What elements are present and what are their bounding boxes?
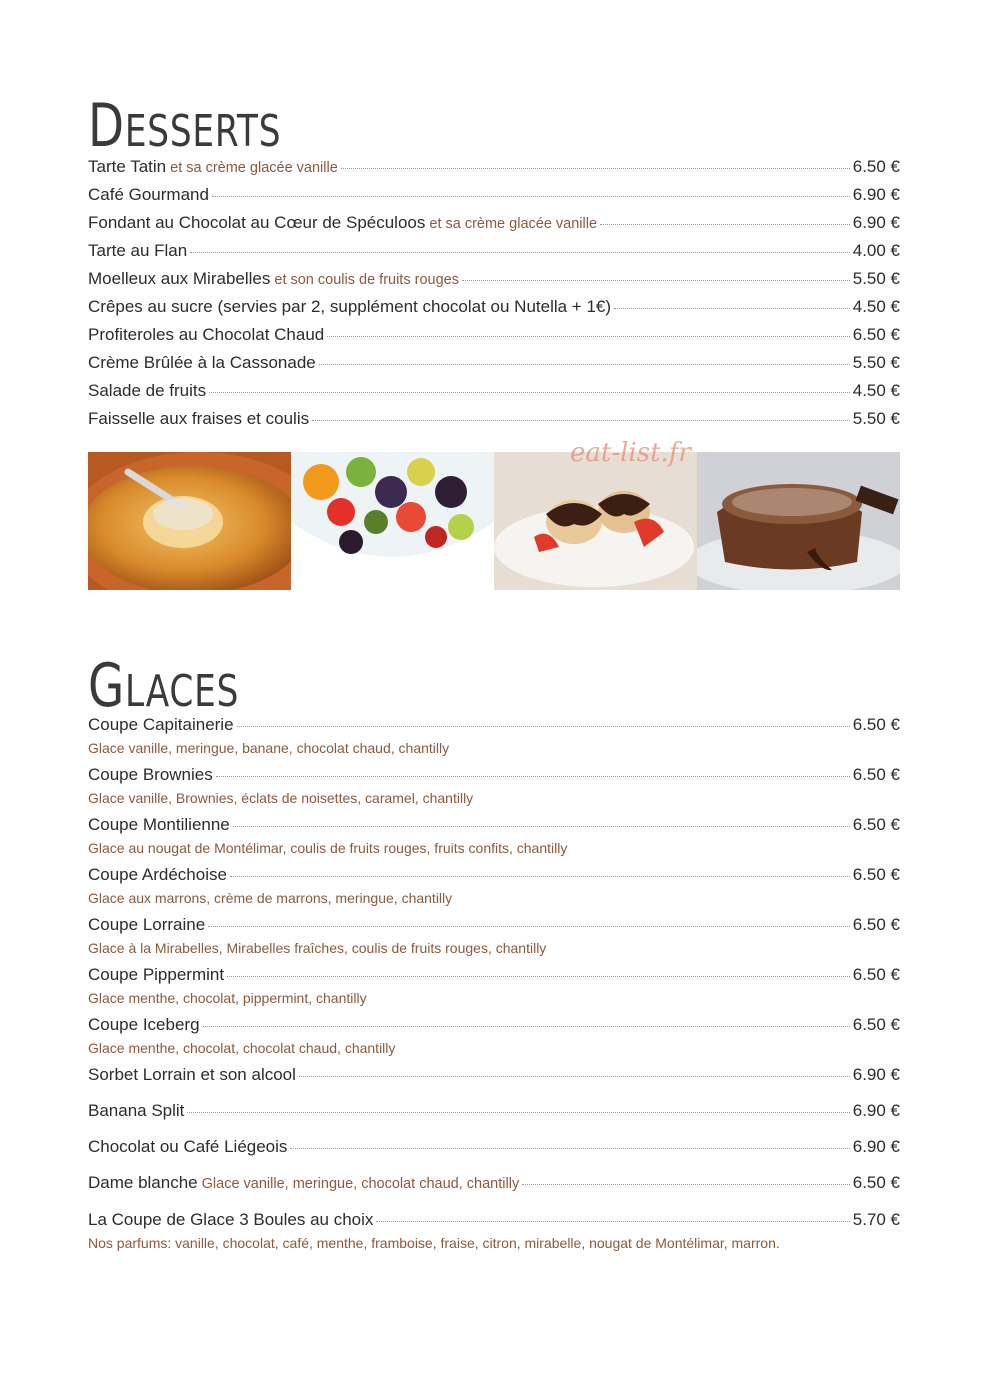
dessert-name: Salade de fruits xyxy=(88,381,207,400)
dot-leader xyxy=(522,1184,850,1185)
dessert-name: Café Gourmand xyxy=(88,185,209,204)
glace-description: Glace vanille, Brownies, éclats de noisettes, caramel, chantilly xyxy=(88,790,474,806)
dessert-name: Fondant au Chocolat au Cœur de Spéculoos xyxy=(88,213,426,232)
glace-row xyxy=(88,1101,900,1121)
dessert-name: Tarte Tatin xyxy=(88,157,167,176)
glace-description: Glace menthe, chocolat, pippermint, chantilly xyxy=(88,990,367,1006)
dessert-price: 4.50 € xyxy=(852,381,900,400)
dot-leader xyxy=(290,1148,849,1149)
dessert-name: Faisselle aux fraises et coulis xyxy=(88,409,310,428)
glace-item xyxy=(88,1101,900,1121)
glace-name: Sorbet Lorrain et son alcool xyxy=(88,1065,296,1084)
dessert-item xyxy=(88,353,900,381)
desserts-title-initial: D xyxy=(88,91,125,161)
dot-leader xyxy=(187,1112,849,1113)
glace-row xyxy=(88,1173,900,1194)
glace-name: Banana Split xyxy=(88,1101,185,1120)
dot-leader xyxy=(600,224,850,225)
glace-name: Coupe Lorraine xyxy=(88,915,206,934)
desserts-title xyxy=(88,91,282,161)
dessert-item xyxy=(88,185,900,213)
glace-description: Glace vanille, meringue, banane, chocolat chaud, chantilly xyxy=(88,740,450,756)
glace-inline-desc: Glace vanille, meringue, chocolat chaud, chantilly xyxy=(201,1176,520,1192)
glace-description: Glace menthe, chocolat, chocolat chaud, chantilly xyxy=(88,1040,396,1056)
dessert-price: 6.90 € xyxy=(852,185,900,204)
glace-name: Coupe Pippermint xyxy=(88,965,225,984)
glace-description: Glace aux marrons, crème de marrons, meringue, chantilly xyxy=(88,890,453,906)
dessert-name: Moelleux aux Mirabelles xyxy=(88,269,271,288)
dot-leader xyxy=(212,196,850,197)
glace-row xyxy=(88,765,900,785)
dessert-item xyxy=(88,325,900,353)
profiteroles-photo xyxy=(494,452,697,590)
dessert-name: Profiteroles au Chocolat Chaud xyxy=(88,325,325,344)
dessert-note: et son coulis de fruits rouges xyxy=(274,272,459,288)
glace-price: 6.50 € xyxy=(852,1015,900,1034)
dot-leader xyxy=(327,336,849,337)
glace-name: Coupe Ardéchoise xyxy=(88,865,227,884)
watermark-text: eat-list.fr xyxy=(570,438,691,468)
glace-item xyxy=(88,1173,900,1194)
dot-leader xyxy=(233,826,850,827)
dessert-price: 4.00 € xyxy=(852,241,900,260)
glace-name: Coupe Brownies xyxy=(88,765,213,784)
glaces-title xyxy=(88,651,240,721)
glace-name: Coupe Capitainerie xyxy=(88,715,234,734)
dessert-price: 4.50 € xyxy=(852,297,900,316)
dessert-price: 5.50 € xyxy=(852,269,900,288)
dessert-item xyxy=(88,269,900,297)
glace-item xyxy=(88,815,900,857)
dessert-price: 5.50 € xyxy=(852,409,900,428)
glace-name: Coupe Montilienne xyxy=(88,815,230,834)
glace-row xyxy=(88,1065,900,1085)
dessert-note: et sa crème glacée vanille xyxy=(170,160,338,176)
glace-item xyxy=(88,765,900,807)
creme-brulee-photo xyxy=(88,452,291,590)
dot-leader xyxy=(237,726,850,727)
glace-row xyxy=(88,1137,900,1157)
glace-price: 5.70 € xyxy=(852,1210,900,1229)
dot-leader xyxy=(312,420,850,421)
glace-price: 6.50 € xyxy=(852,815,900,834)
glace-row xyxy=(88,715,900,735)
dot-leader xyxy=(203,1026,850,1027)
glace-name: Coupe Iceberg xyxy=(88,1015,200,1034)
glace-row xyxy=(88,1015,900,1035)
dessert-item xyxy=(88,241,900,269)
glace-item xyxy=(88,1015,900,1057)
dot-leader xyxy=(614,308,850,309)
desserts-title-rest: ESSERTS xyxy=(124,106,282,157)
glace-price: 6.90 € xyxy=(852,1101,900,1120)
dessert-item xyxy=(88,381,900,409)
glace-item xyxy=(88,1210,900,1252)
dot-leader xyxy=(230,876,850,877)
glaces-title-initial: G xyxy=(88,651,126,721)
dessert-price: 6.50 € xyxy=(852,325,900,344)
dot-leader xyxy=(341,168,850,169)
chocolate-fondant-photo xyxy=(697,452,900,590)
dot-leader xyxy=(190,252,850,253)
glace-row xyxy=(88,815,900,835)
glace-row xyxy=(88,1210,900,1230)
glace-item xyxy=(88,965,900,1007)
glace-price: 6.50 € xyxy=(852,965,900,984)
glace-item xyxy=(88,915,900,957)
glace-name: La Coupe de Glace 3 Boules au choix xyxy=(88,1210,374,1229)
glace-price: 6.50 € xyxy=(852,715,900,734)
glace-item xyxy=(88,1065,900,1085)
glace-row xyxy=(88,915,900,935)
dessert-photo-gallery xyxy=(88,452,901,590)
dessert-name: Crème Brûlée à la Cassonade xyxy=(88,353,316,372)
dessert-price: 6.50 € xyxy=(852,157,900,176)
fruit-salad-photo xyxy=(291,452,494,590)
desserts-list xyxy=(88,157,900,437)
dot-leader xyxy=(462,280,850,281)
dot-leader xyxy=(216,776,850,777)
dessert-item xyxy=(88,157,900,185)
glace-row xyxy=(88,865,900,885)
dot-leader xyxy=(376,1221,849,1222)
glace-item xyxy=(88,865,900,907)
glace-name: Dame blanche xyxy=(88,1173,198,1192)
glace-price: 6.50 € xyxy=(852,865,900,884)
dessert-name: Crêpes au sucre (servies par 2, supplément chocolat ou Nutella + 1€) xyxy=(88,297,612,316)
dessert-price: 5.50 € xyxy=(852,353,900,372)
dessert-note: et sa crème glacée vanille xyxy=(429,216,598,232)
glace-price: 6.50 € xyxy=(852,1173,900,1192)
dessert-item xyxy=(88,213,900,241)
glace-name: Chocolat ou Café Liégeois xyxy=(88,1137,288,1156)
glaces-title-rest: LACES xyxy=(125,666,240,717)
glace-price: 6.90 € xyxy=(852,1065,900,1084)
dot-leader xyxy=(299,1076,850,1077)
glaces-list xyxy=(88,715,900,1260)
dessert-price: 6.90 € xyxy=(852,213,900,232)
glace-description: Glace à la Mirabelles, Mirabelles fraîches, coulis de fruits rouges, chantilly xyxy=(88,940,547,956)
dot-leader xyxy=(208,926,850,927)
glace-item xyxy=(88,1137,900,1157)
glace-row xyxy=(88,965,900,985)
glace-description: Nos parfums: vanille, chocolat, café, menthe, framboise, fraise, citron, mirabelle, nougat de Montélimar, marron. xyxy=(88,1235,780,1251)
glace-price: 6.90 € xyxy=(852,1137,900,1156)
glace-price: 6.50 € xyxy=(852,765,900,784)
dot-leader xyxy=(319,364,850,365)
glace-item xyxy=(88,715,900,757)
dot-leader xyxy=(227,976,850,977)
dessert-name: Tarte au Flan xyxy=(88,241,188,260)
glace-price: 6.50 € xyxy=(852,915,900,934)
glace-description: Glace au nougat de Montélimar, coulis de fruits rouges, fruits confits, chantilly xyxy=(88,840,568,856)
dot-leader xyxy=(209,392,850,393)
dessert-item xyxy=(88,409,900,437)
dessert-item xyxy=(88,297,900,325)
